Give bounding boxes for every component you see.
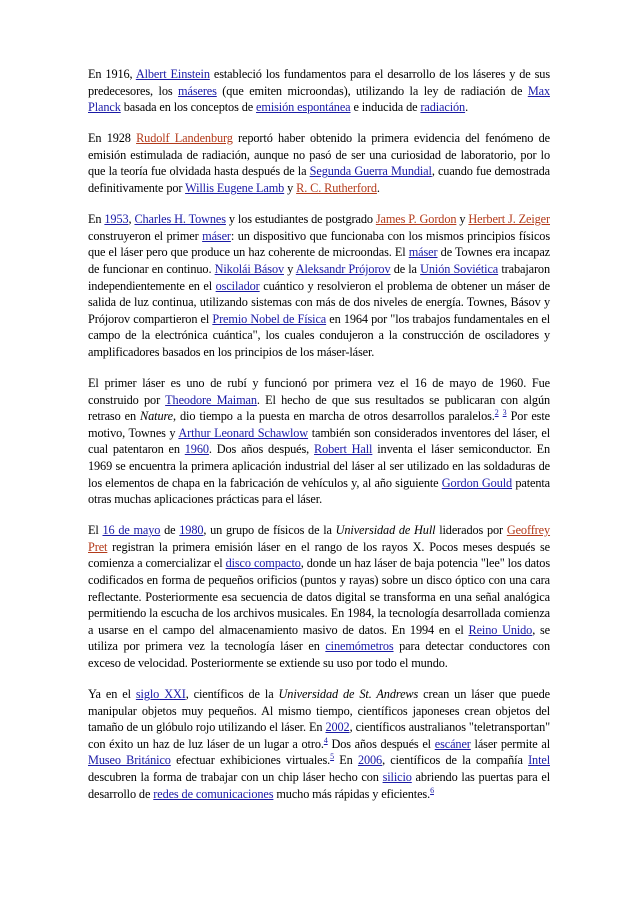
inline-link[interactable]: emisión espontánea [256, 100, 351, 115]
document-page [88, 66, 550, 817]
body-text: . El hecho de que sus resultados se publicaran con algún retraso en [88, 392, 551, 424]
inline-link[interactable]: Theodore Maiman [165, 392, 257, 407]
footnote-ref [430, 786, 434, 795]
inline-link[interactable]: Premio Nobel de Física [212, 311, 327, 326]
inline-link[interactable]: oscilador [215, 278, 260, 293]
inline-link[interactable]: Albert Einstein [135, 67, 210, 81]
paragraph-1 [88, 66, 550, 116]
inline-link[interactable]: máser [202, 228, 231, 243]
italic-text: Universidad de St. Andrews [278, 687, 419, 702]
paragraph-5 [88, 522, 550, 671]
body-text: , un grupo de físicos de la [203, 523, 336, 538]
body-text: basada en los conceptos de [120, 100, 257, 115]
body-text: (que emiten microondas), utilizando la ley de radiación de [216, 83, 528, 98]
inline-link[interactable]: Arthur Leonard Schawlow [178, 425, 309, 440]
inline-link[interactable]: Nikolái Básov [214, 261, 284, 276]
inline-link[interactable]: silicio [382, 770, 412, 785]
body-text: y [456, 212, 469, 227]
inline-link[interactable]: radiación [420, 100, 466, 115]
body-text: también son considerados inventores del láser, el cual patentaron en [88, 425, 550, 457]
inline-link[interactable]: Reino Unido [468, 622, 533, 637]
footnote-link[interactable]: 2 [494, 408, 499, 418]
inline-link[interactable]: 1980 [179, 523, 204, 538]
body-text: En [88, 212, 105, 227]
inline-link[interactable]: cinemómetros [325, 639, 394, 654]
inline-link[interactable]: máseres [178, 83, 217, 98]
inline-link[interactable]: Geoffrey Pret [88, 523, 551, 554]
inline-link[interactable]: Max Planck [88, 83, 550, 115]
body-text: Ya en el [88, 687, 136, 702]
body-text: reportó haber obtenido la primera evidencia del fenómeno de emisión estimulada de radiación, aunque no pasó de ser una curiosidad de laboratorio, por lo que la teoría fue olvidada hasta después de la [88, 131, 550, 179]
body-text: e inducida de [350, 100, 421, 115]
body-text: mucho más rápidas y eficientes. [273, 786, 431, 801]
inline-link[interactable]: Gordon Gould [441, 475, 513, 490]
body-text: : un dispositivo que funcionaba con los mismos principios físicos que el láser pero que produce un haz coherente de microondas. El [88, 228, 550, 260]
paragraph-4 [88, 375, 550, 508]
body-text: , científicos de la [185, 687, 279, 702]
body-text: , cuando fue demostrada definitivamente por [88, 164, 550, 196]
inline-link[interactable]: 1953 [104, 212, 129, 227]
paragraph-3 [88, 211, 550, 360]
paragraph-6 [88, 686, 550, 802]
body-text: En 1916, [88, 67, 136, 81]
body-text: construyeron el primer [88, 228, 203, 243]
inline-link[interactable]: Willis Eugene Lamb [185, 181, 285, 196]
body-text: estableció los fundamentos para el desarrollo de los láseres y de sus predecesores, los [88, 67, 550, 98]
body-text: abriendo las puertas para el desarrollo de [88, 770, 550, 801]
italic-text: Nature [140, 409, 174, 424]
footnote-link[interactable]: 4 [323, 735, 328, 745]
inline-link[interactable]: Museo Británico [88, 753, 171, 768]
body-text: en 1964 por "los trabajos fundamentales en el campo de la electrónica cuántica", los cuales condujeron a la construcción de osciladores y amplificadores basados en los principios de los máser-láser. [88, 311, 550, 359]
inline-link[interactable]: siglo XXI [135, 687, 186, 702]
inline-link[interactable]: Charles H. Townes [134, 212, 226, 227]
body-text: . Dos años después, [208, 442, 315, 457]
inline-link[interactable]: Segunda Guerra Mundial [309, 164, 432, 179]
inline-link[interactable]: Aleksandr Prójorov [295, 261, 391, 276]
footnote-link[interactable]: 6 [430, 785, 434, 795]
body-text: El primer láser es uno de rubí y funcionó por primera vez el 16 de mayo de 1960. Fue construido por [88, 376, 550, 407]
body-text: registran la primera emisión láser en el rango de los rayos X. Pocos meses después se comienza a comercializar el [88, 539, 550, 571]
body-text: . [376, 181, 380, 196]
body-text: y [284, 261, 296, 276]
body-text: , se utiliza por primera vez la tecnología láser en [88, 622, 550, 654]
body-text: , dio tiempo a la puesta en marcha de otros desarrollos paralelos. [173, 409, 495, 424]
body-text: efectuar exhibiciones virtuales. [170, 753, 331, 768]
inline-link[interactable]: máser [408, 245, 438, 260]
inline-link[interactable]: Herbert J. Zeiger [468, 212, 550, 227]
body-text: de la [390, 261, 421, 276]
inline-link[interactable]: 2002 [325, 720, 350, 735]
inline-link[interactable]: Rudolf Landenburg [136, 131, 233, 146]
body-text: El [88, 523, 103, 538]
inline-link[interactable]: James P. Gordon [375, 212, 457, 227]
inline-link[interactable]: 2006 [357, 753, 383, 768]
body-text: descubren la forma de trabajar con un chip láser hecho con [88, 770, 383, 785]
body-text: Por este motivo, Townes y [88, 409, 550, 440]
italic-text: Universidad de Hull [335, 523, 436, 538]
body-text: de [160, 523, 180, 538]
body-text: , [128, 212, 135, 227]
body-text: trabajaron independientemente en el [88, 261, 550, 293]
body-text: de Townes era incapaz de funcionar en continuo. [88, 245, 550, 276]
footnote-link[interactable]: 3 [502, 408, 507, 418]
body-text: En 1928 [88, 131, 137, 146]
footnote-link[interactable]: 5 [330, 752, 335, 762]
body-text: crean un láser que puede manipular objetos muy pequeños. Al mismo tiempo, científicos japoneses crean objetos del tamaño de un glóbulo rojo utilizando el láser. En [88, 687, 551, 735]
inline-link[interactable]: 1960 [184, 442, 209, 457]
inline-link[interactable]: R. C. Rutherford [296, 181, 377, 196]
body-text: láser permite al [470, 736, 550, 751]
body-text: y [284, 181, 297, 196]
body-text: , científicos australianos "teletransportan" con éxito un haz de luz láser de un lugar a otro. [88, 720, 551, 751]
body-text: liderados por [435, 523, 507, 538]
inline-link[interactable]: Robert Hall [314, 442, 373, 457]
paragraph-2 [88, 130, 550, 196]
body-text: cuántico y resolvieron el problema de obtener un máser de salida de luz continua, utilizando sistemas con más de dos niveles de energía. Townes, Básov y Prójorov compartieron el [88, 278, 550, 326]
inline-link[interactable]: 16 de mayo [102, 523, 161, 538]
body-text: , donde un haz láser de baja potencia "lee" los datos codificados en forma de pequeños orificios (puntos y rayas) sobre un disco óptico con una cara reflectante. Posteriormente esa secuencia de datos digital se transforma en una señal analógica permitiendo la escucha de los archivos musicales. En 1984, la tecnología desarrollada comienza a usarse en el campo del almacenamiento masivo de datos. En 1994 en el [88, 556, 550, 637]
inline-link[interactable]: redes de comunicaciones [153, 786, 274, 801]
body-text: patenta otras muchas aplicaciones prácticas para el láser. [88, 475, 551, 507]
body-text: , científicos de la compañía [382, 753, 529, 768]
body-text: En [334, 753, 358, 768]
inline-link[interactable]: Intel [528, 753, 550, 768]
body-text: inventa el láser semiconductor. En 1969 se encuentra la primera aplicación industrial del láser al ser utilizado en las soldaduras de los elementos de chapa en la fabricación de vehículos y, al año siguiente [88, 442, 550, 490]
body-text: . [465, 100, 469, 115]
inline-link[interactable]: Unión Soviética [420, 261, 499, 276]
inline-link[interactable]: disco compacto [225, 556, 301, 571]
inline-link[interactable]: escáner [434, 736, 471, 751]
body-text: para detectar conductores con exceso de velocidad. Posteriormente se extiende su uso por todo el mundo. [88, 639, 550, 670]
body-text: Dos años después el [327, 736, 435, 751]
body-text: y los estudiantes de postgrado [225, 212, 376, 227]
